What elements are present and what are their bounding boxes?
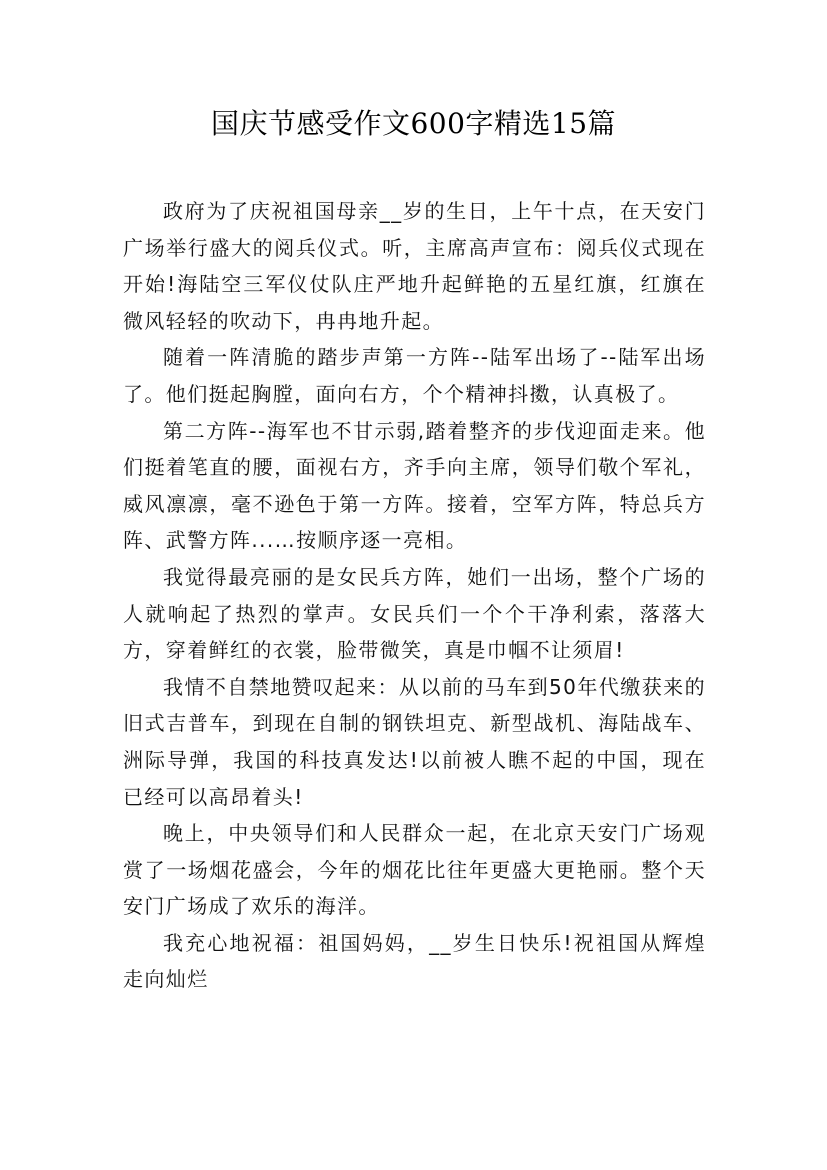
document-body	[123, 193, 706, 998]
paragraph-2: 随着一阵清脆的踏步声第一方阵--陆军出场了--陆军出场了。他们挺起胸膛，面向右方，个个精神抖擞，认真极了。	[123, 345, 706, 406]
document-title: 国庆节感受作文600字精选15篇	[210, 107, 617, 140]
paragraph-6: 晚上，中央领导们和人民群众一起，在北京天安门广场观赏了一场烟花盛会，今年的烟花比往年更盛大更艳丽。整个天安门广场成了欢乐的海洋。	[123, 821, 706, 919]
paragraph-5: 我情不自禁地赞叹起来：从以前的马车到50年代缴获来的旧式吉普车，到现在自制的钢铁坦克、新型战机、海陆战车、洲际导弹，我国的科技真发达!以前被人瞧不起的中国，现在已经可以高昂着头!	[123, 674, 706, 809]
paragraph-7: 我充心地祝福：祖国妈妈，__岁生日快乐!祝祖国从辉煌走向灿烂	[123, 930, 706, 992]
paragraph-1: 政府为了庆祝祖国母亲__岁的生日，上午十点，在天安门广场举行盛大的阅兵仪式。听，主席高声宣布：阅兵仪式现在开始!海陆空三军仪仗队庄严地升起鲜艳的五星红旗，红旗在微风轻轻的吹动下，冉冉地升起。	[123, 199, 706, 333]
paragraph-4: 我觉得最亮丽的是女民兵方阵，她们一出场，整个广场的人就响起了热烈的掌声。女民兵们一个个干净利索，落落大方，穿着鲜红的衣裳，脸带微笑，真是巾帼不让须眉!	[123, 564, 706, 663]
paragraph-3: 第二方阵--海军也不甘示弱,踏着整齐的步伐迎面走来。他们挺着笔直的腰，面视右方，齐手向主席，领导们敬个军礼，威风凛凛，毫不逊色于第一方阵。接着，空军方阵，特总兵方阵、武警方阵...…按顺序逐一亮相。	[123, 418, 706, 553]
